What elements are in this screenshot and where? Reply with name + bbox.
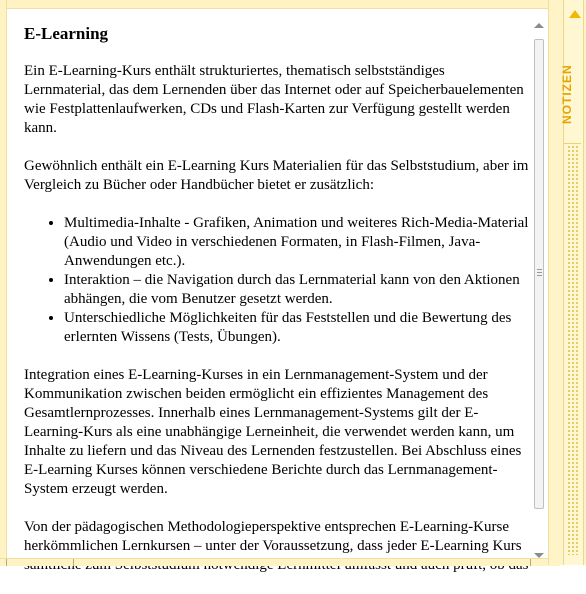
vertical-scrollbar[interactable] <box>531 9 548 558</box>
feature-list <box>24 214 529 347</box>
paragraph: Gewöhnlich enthält ein E-Learning Kurs Materialien für das Selbststudium, aber im Vergleich zu Bücher oder Handbücher bietet er zusätzlich: <box>24 158 529 193</box>
paragraph: Integration eines E-Learning-Kurses in ein Lernmanagement-System und der Kommunikation zwischen beiden ermöglicht ein effizientes Management des Gesamtlernprozesses. Innerhalb eines Lernmanagement-Systems gilt der E-Learning-Kurs als eine unabhängige Lerneinheit, die verwendet werden kann, um Inhalte zu liefern und das Niveau des Lernenden festzustellen. Bei Abschluss eines E-Learning Kurses können verschiedene Berichte durch das Lernmanagement-System erzeugt werden. <box>24 367 522 497</box>
list-item: • Interaktion – die Navigation durch das Lernmaterial kann von den Aktionen abhängen, die vom Benutzer gesetzt werden. <box>64 271 529 309</box>
frame-tick <box>73 559 74 566</box>
triangle-up-icon[interactable] <box>569 10 581 18</box>
notes-label[interactable]: NOTIZEN <box>560 64 574 125</box>
frame-top-border <box>0 0 560 9</box>
divider <box>564 143 581 144</box>
grip-line <box>537 272 542 273</box>
article <box>24 23 529 594</box>
paragraph: Von der pädagogischen Methodologieperspektive entsprechen E-Learning-Kurse herkömmlichen Lernkursen – unter der Voraussetzung, dass jeder E-Learning Kurs <box>24 519 522 554</box>
frame-tick <box>530 559 531 566</box>
content-viewport[interactable] <box>7 9 531 558</box>
notes-sidebar <box>548 0 586 565</box>
dotted-grip-pattern <box>567 145 579 555</box>
grip-line <box>537 269 542 270</box>
list-item: • Multimedia-Inhalte - Grafiken, Animation und weiteres Rich-Media-Material (Audio und Video in verschiedenen Formaten, in Flash-Filmen, Java-Anwendungen etc.). <box>64 214 529 271</box>
grip-line <box>537 275 542 276</box>
frame-tick <box>6 559 7 566</box>
scrollbar-thumb[interactable] <box>534 39 544 509</box>
scroll-up-arrow-icon[interactable] <box>534 23 544 28</box>
frame-bottom-border <box>0 558 560 566</box>
paragraph: Ein E-Learning-Kurs enthält strukturiertes, thematisch selbstständiges Lernmaterial, das dem Lernenden über das Internet oder auf Speicherbauelementen wie Festplattenlaufwerken, CDs und Flash-Karten zur Verfügung gestellt werden kann. <box>24 63 524 136</box>
article-title: E-Learning <box>24 24 109 43</box>
frame-left-border <box>0 0 7 565</box>
list-item: • Unterschiedliche Möglichkeiten für das Feststellen und die Bewertung des erlernten Wissens (Tests, Übungen). <box>64 309 529 347</box>
